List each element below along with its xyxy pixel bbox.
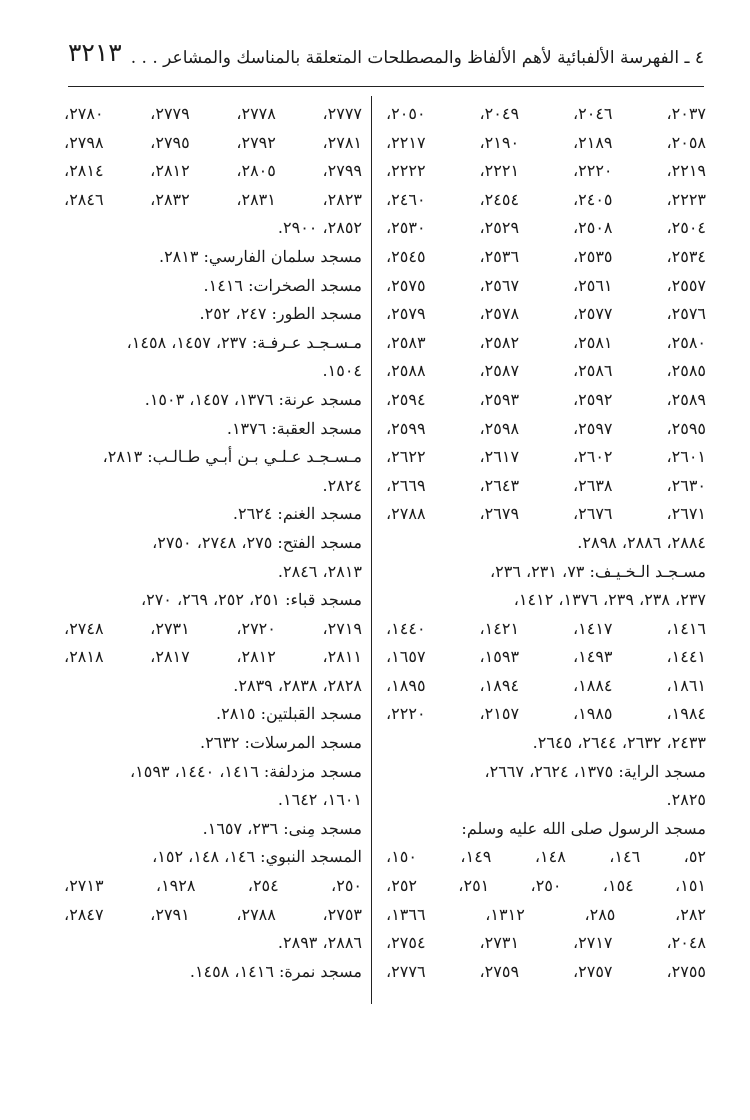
right-column bbox=[386, 100, 706, 986]
page-ref: ٢٦٠١، bbox=[666, 447, 706, 467]
page-ref: ٢٥٩٣، bbox=[479, 389, 520, 409]
page-ref: ٢٥٨٠، bbox=[666, 332, 706, 352]
page-ref: ٢٧٧٨، bbox=[236, 104, 276, 123]
page-ref: ٢٥٣٥، bbox=[572, 246, 613, 266]
number-row bbox=[386, 272, 706, 301]
page-ref: ٢٥٠، bbox=[331, 876, 362, 896]
page-ref: ٢٥١، bbox=[458, 876, 490, 896]
page-ref: ٢٨١٧، bbox=[150, 647, 190, 667]
index-entry: مسجد الغنم: ٢٦٢٤. bbox=[232, 504, 362, 524]
entry-continuation: ٢٨٢٤. bbox=[322, 475, 362, 495]
page-ref: ٢٧١٩، bbox=[322, 618, 362, 638]
page-ref: ٢٧٩٩، bbox=[322, 161, 362, 181]
page-ref: ٢٥٠، bbox=[530, 876, 562, 896]
number-row bbox=[386, 615, 706, 644]
number-row bbox=[386, 386, 706, 415]
page-ref: ٢٥٣٤، bbox=[666, 246, 706, 266]
number-row bbox=[386, 500, 706, 529]
page-ref: ٢٥٢٩، bbox=[479, 218, 520, 238]
index-entry: مسجد العقبة: ١٣٧٦. bbox=[226, 418, 362, 438]
entry-continuation: ٢٣٧، ٢٣٨، ٢٣٩، ١٣٧٦، ١٤١٢، bbox=[513, 590, 706, 610]
page-ref: ٢٥٩٤، bbox=[386, 389, 426, 409]
number-row bbox=[386, 186, 706, 215]
number-row bbox=[386, 643, 706, 672]
index-entry: مسجد مِنى: ٢٣٦، ١٦٥٧. bbox=[202, 818, 362, 838]
page-ref: ٢٧٥٥، bbox=[666, 961, 706, 981]
page-ref: ١٥٤، bbox=[602, 876, 634, 896]
index-entry: مـسـجـد عـرفـة: ٢٣٧، ١٤٥٧، ١٤٥٨، bbox=[126, 332, 362, 352]
page-ref: ٢٥٨٩، bbox=[666, 389, 706, 409]
page-ref: ٢٥٨٥، bbox=[666, 361, 706, 381]
page-ref: ٢٧٩٢، bbox=[236, 132, 276, 152]
index-entry: مسجد عرنة: ١٣٧٦، ١٤٥٧، ١٥٠٣. bbox=[144, 389, 362, 409]
page-ref: ٢٥٦٧، bbox=[479, 275, 520, 295]
page-ref: ٢٥٨٧، bbox=[479, 361, 520, 381]
page-ref: ٢٠٤٩، bbox=[479, 104, 520, 123]
page-ref: ٢٧٣١، bbox=[479, 933, 520, 953]
page-ref: ٢٥٩٩، bbox=[386, 418, 426, 438]
page-ref: ٢٧٨١، bbox=[322, 132, 362, 152]
page-ref: ٢٨٤٦، bbox=[64, 189, 104, 209]
number-row bbox=[386, 672, 706, 701]
number-row bbox=[386, 300, 706, 329]
page-ref: ٢٧٨٨، bbox=[386, 504, 426, 524]
page-ref: ٢٦٤٣، bbox=[479, 475, 520, 495]
page-ref: ٢٥٠٤، bbox=[666, 218, 706, 238]
page-ref: ١٤٤١، bbox=[666, 647, 706, 667]
page-ref: ٢٥٨١، bbox=[572, 332, 613, 352]
page-ref: ٢٨٠٥، bbox=[236, 161, 276, 181]
page-ref: ٢٧٣١، bbox=[150, 618, 190, 638]
page-ref: ٢٨٥، bbox=[584, 904, 616, 924]
index-entry: مسـجـد الـخـيـف: ٧٣، ٢٣١، ٢٣٦، bbox=[489, 561, 706, 581]
entry-continuation: ٢٨٢٥. bbox=[666, 790, 706, 810]
page-ref: ٢٥٤، bbox=[247, 876, 279, 896]
page-ref: ٢٨١٨، bbox=[64, 647, 104, 667]
page-ref: ٢٧٩٥، bbox=[150, 132, 190, 152]
number-row bbox=[386, 243, 706, 272]
header-title: ٤ ـ الفهرسة الألفبائية لأهم الألفاظ والمصطلحات المتعلقة بالمناسك والمشاعر . . . bbox=[130, 48, 704, 68]
page-ref: ٢٢١٧، bbox=[386, 132, 426, 152]
page-ref: ٢٦١٧، bbox=[479, 447, 520, 467]
entry-continuation: ٢٨٨٤، ٢٨٨٦، ٢٨٩٨. bbox=[577, 532, 706, 552]
number-row bbox=[386, 929, 706, 958]
index-entry: مسجد الصخرات: ١٤١٦. bbox=[203, 275, 362, 295]
page-ref: ٢٨١٤، bbox=[64, 161, 104, 181]
number-row bbox=[64, 186, 362, 215]
number-row bbox=[64, 643, 362, 672]
index-entry: مسجد مزدلفة: ١٤١٦، ١٤٤٠، ١٥٩٣، bbox=[130, 761, 362, 781]
page-ref: ٢٦٦٩، bbox=[386, 475, 426, 495]
page-ref: ١٥١، bbox=[675, 876, 706, 896]
header-rule bbox=[68, 86, 704, 87]
page-ref: ١٣١٢، bbox=[485, 904, 525, 924]
page-ref: ٢٧٢٠، bbox=[236, 618, 276, 638]
number-row bbox=[386, 472, 706, 501]
page-ref: ٢٥٩٢، bbox=[572, 389, 613, 409]
number-row bbox=[386, 700, 706, 729]
page-ref: ٢٥٠٨، bbox=[572, 218, 613, 238]
entry-continuation: ٢٤٣٣، ٢٦٣٢، ٢٦٤٤، ٢٦٤٥. bbox=[532, 733, 706, 753]
page-ref: ٢٤٥٤، bbox=[479, 189, 520, 209]
page-ref: ٢٤٦٠، bbox=[386, 189, 426, 209]
number-row bbox=[386, 843, 706, 872]
number-row bbox=[64, 901, 362, 930]
page-ref: ٢٧٤٨، bbox=[64, 618, 104, 638]
index-entry: مسجد الفتح: ٢٧٥، ٢٧٤٨، ٢٧٥٠، bbox=[152, 532, 362, 552]
number-row bbox=[64, 872, 362, 901]
page-ref: ٢١٨٩، bbox=[572, 132, 613, 152]
page-ref: ٢٦٧١، bbox=[666, 504, 706, 524]
page-ref: ٢٢٢١، bbox=[479, 161, 520, 181]
page-ref: ١٦٥٧، bbox=[386, 647, 426, 667]
entry-continuation: ١٥٠٤. bbox=[322, 361, 362, 381]
page-ref: ٢٢٢٣، bbox=[666, 189, 706, 209]
index-entry: مسجد سلمان الفارسي: ٢٨١٣. bbox=[158, 246, 362, 266]
page-ref: ١٨٨٤، bbox=[572, 675, 613, 695]
page-ref: ٢٦٧٦، bbox=[572, 504, 613, 524]
page-ref: ٢٧٥٤، bbox=[386, 933, 426, 953]
page-ref: ٢٧١٣، bbox=[64, 876, 104, 896]
page-ref: ٢٥٤٥، bbox=[386, 246, 426, 266]
page-ref: ٢٨٢٣، bbox=[322, 189, 362, 209]
page-ref: ٢٢١٩، bbox=[666, 161, 706, 181]
page-ref: ١٤٤٠، bbox=[386, 618, 426, 638]
entry-continuation: ٢٨١٣، ٢٨٤٦. bbox=[277, 561, 362, 581]
page-ref: ٢٥٢، bbox=[386, 876, 417, 896]
entry-continuation: ٢٨٢٨، ٢٨٣٨، ٢٨٣٩. bbox=[233, 675, 362, 695]
number-row bbox=[386, 100, 706, 129]
page-ref: ٢٧٥٧، bbox=[572, 961, 613, 981]
page-ref: ٢٥٧٩، bbox=[386, 304, 426, 324]
number-row bbox=[386, 415, 706, 444]
page-ref: ٢٨٣١، bbox=[236, 189, 276, 209]
page-ref: ٢٦٣٠، bbox=[666, 475, 706, 495]
page-ref: ٢٧٨٠، bbox=[64, 104, 104, 123]
page-ref: ٢٦٧٩، bbox=[479, 504, 520, 524]
page-ref: ٢٠٣٧، bbox=[666, 104, 706, 123]
page-ref: ١٤١٦، bbox=[666, 618, 706, 638]
page-ref: ٢٥٩٧، bbox=[572, 418, 613, 438]
page-ref: ٢٨١٢، bbox=[236, 647, 276, 667]
page-ref: ٢٧٧٩، bbox=[150, 104, 190, 123]
number-row bbox=[64, 157, 362, 186]
page-ref: ٢٨١١، bbox=[322, 647, 362, 667]
index-entry: مسجد الرسول صلى الله عليه وسلم: bbox=[461, 818, 706, 838]
page-ref: ٢٧٥٩، bbox=[479, 961, 520, 981]
page-ref: ٢٧٨٨، bbox=[236, 904, 276, 924]
page-ref: ١٤١٧، bbox=[572, 618, 613, 638]
page-ref: ٢٥٧٧، bbox=[572, 304, 613, 324]
number-row bbox=[64, 100, 362, 129]
page-ref: ٢٨٢، bbox=[675, 904, 706, 924]
page-number: ٣٢١٣ bbox=[68, 38, 122, 67]
page-ref: ٢٥٥٧، bbox=[666, 275, 706, 295]
page-ref: ٢٨٣٢، bbox=[150, 189, 190, 209]
page-ref: ٢٥٧٦، bbox=[666, 304, 706, 324]
index-entry: مسجد القبلتين: ٢٨١٥. bbox=[216, 704, 362, 724]
page-ref: ١٣٦٦، bbox=[386, 904, 426, 924]
page-ref: ٢٧٩١، bbox=[150, 904, 190, 924]
running-header bbox=[68, 34, 704, 80]
page-ref: ١٥٠، bbox=[386, 847, 417, 867]
number-row bbox=[386, 872, 706, 901]
page-ref: ١٨٩٥، bbox=[386, 675, 426, 695]
entry-continuation: ٢٨٥٢، ٢٩٠٠. bbox=[277, 218, 362, 238]
page-ref: ٢٨١٢، bbox=[150, 161, 190, 181]
page-ref: ١٤٨، bbox=[534, 847, 566, 867]
page-ref: ٢٧٧٦، bbox=[386, 961, 426, 981]
page-ref: ٢٥٧٨، bbox=[479, 304, 520, 324]
page-ref: ١٥٩٣، bbox=[479, 647, 520, 667]
page-ref: ٢٦٣٨، bbox=[572, 475, 613, 495]
page-ref: ١٨٦١، bbox=[666, 675, 706, 695]
number-row bbox=[386, 214, 706, 243]
page-ref: ٢٥٩٥، bbox=[666, 418, 706, 438]
page-ref: ٢١٩٠، bbox=[479, 132, 520, 152]
page-ref: ٢٥٣٠، bbox=[386, 218, 426, 238]
page-ref: ٢٢٢٠، bbox=[386, 704, 426, 724]
page-ref: ٢٥٩٨، bbox=[479, 418, 520, 438]
page-ref: ٢٥٨٦، bbox=[572, 361, 613, 381]
page-ref: ٢٧٩٨، bbox=[64, 132, 104, 152]
index-entry: مسجد المرسلات: ٢٦٣٢. bbox=[199, 733, 362, 753]
page-ref: ٢٧١٧، bbox=[572, 933, 613, 953]
page-ref: ١٨٩٤، bbox=[479, 675, 520, 695]
index-entry: مسجد الراية: ١٣٧٥، ٢٦٢٤، ٢٦٦٧، bbox=[484, 761, 706, 781]
page-ref: ١٤٩٣، bbox=[572, 647, 613, 667]
number-row bbox=[386, 901, 706, 930]
page-ref: ٢٥٨٣، bbox=[386, 332, 426, 352]
page-ref: ٢٢٢٠، bbox=[572, 161, 613, 181]
number-row bbox=[386, 443, 706, 472]
page-ref: ٥٢، bbox=[683, 847, 706, 867]
page-ref: ٢٠٤٨، bbox=[666, 933, 706, 953]
page-ref: ٢٦٠٢، bbox=[572, 447, 613, 467]
page-ref: ٢٧٥٣، bbox=[322, 904, 362, 924]
page-ref: ٢٥٦١، bbox=[572, 275, 613, 295]
index-entry: مسجد الطور: ٢٤٧، ٢٥٢. bbox=[199, 304, 362, 324]
page-ref: ١٩٢٨، bbox=[155, 876, 196, 896]
page-ref: ٢٥٣٦، bbox=[479, 246, 520, 266]
page-ref: ٢٨٤٧، bbox=[64, 904, 104, 924]
page-ref: ٢٠٥٠، bbox=[386, 104, 426, 123]
entry-continuation: ٢٨٨٦، ٢٨٩٣. bbox=[277, 933, 362, 953]
page-ref: ٢٠٤٦، bbox=[572, 104, 613, 123]
number-row bbox=[386, 157, 706, 186]
entry-continuation: ١٦٠١، ١٦٤٢. bbox=[277, 790, 362, 810]
index-entry: مسجد نمرة: ١٤١٦، ١٤٥٨. bbox=[189, 961, 362, 981]
page-ref: ٢٥٨٢، bbox=[479, 332, 520, 352]
number-row bbox=[386, 357, 706, 386]
page-ref: ٢٧٧٧، bbox=[322, 104, 362, 123]
page-ref: ١٤٩، bbox=[460, 847, 492, 867]
page-ref: ٢٠٥٨، bbox=[666, 132, 706, 152]
index-entry: مـسـجـد عـلـي بـن أبـي طـالـب: ٢٨١٣، bbox=[102, 447, 362, 467]
left-column bbox=[64, 100, 362, 986]
index-entry: مسجد قباء: ٢٥١، ٢٥٢، ٢٦٩، ٢٧٠، bbox=[140, 590, 362, 610]
page-ref: ٢٤٠٥، bbox=[572, 189, 613, 209]
page-ref: ٢١٥٧، bbox=[479, 704, 520, 724]
page-ref: ٢٥٧٥، bbox=[386, 275, 426, 295]
number-row bbox=[64, 129, 362, 158]
page-ref: ٢٦٢٢، bbox=[386, 447, 426, 467]
number-row bbox=[386, 329, 706, 358]
number-row bbox=[386, 129, 706, 158]
column-divider bbox=[371, 96, 372, 1004]
index-entry: المسجد النبوي: ١٤٦، ١٤٨، ١٥٢، bbox=[152, 847, 362, 867]
page-ref: ١٩٨٥، bbox=[572, 704, 613, 724]
page-ref: ١٩٨٤، bbox=[666, 704, 706, 724]
number-row bbox=[64, 615, 362, 644]
page-ref: ١٤٦، bbox=[609, 847, 641, 867]
page-ref: ١٤٢١، bbox=[479, 618, 520, 638]
page-ref: ٢٥٨٨، bbox=[386, 361, 426, 381]
number-row bbox=[386, 958, 706, 987]
page-ref: ٢٢٢٢، bbox=[386, 161, 426, 181]
